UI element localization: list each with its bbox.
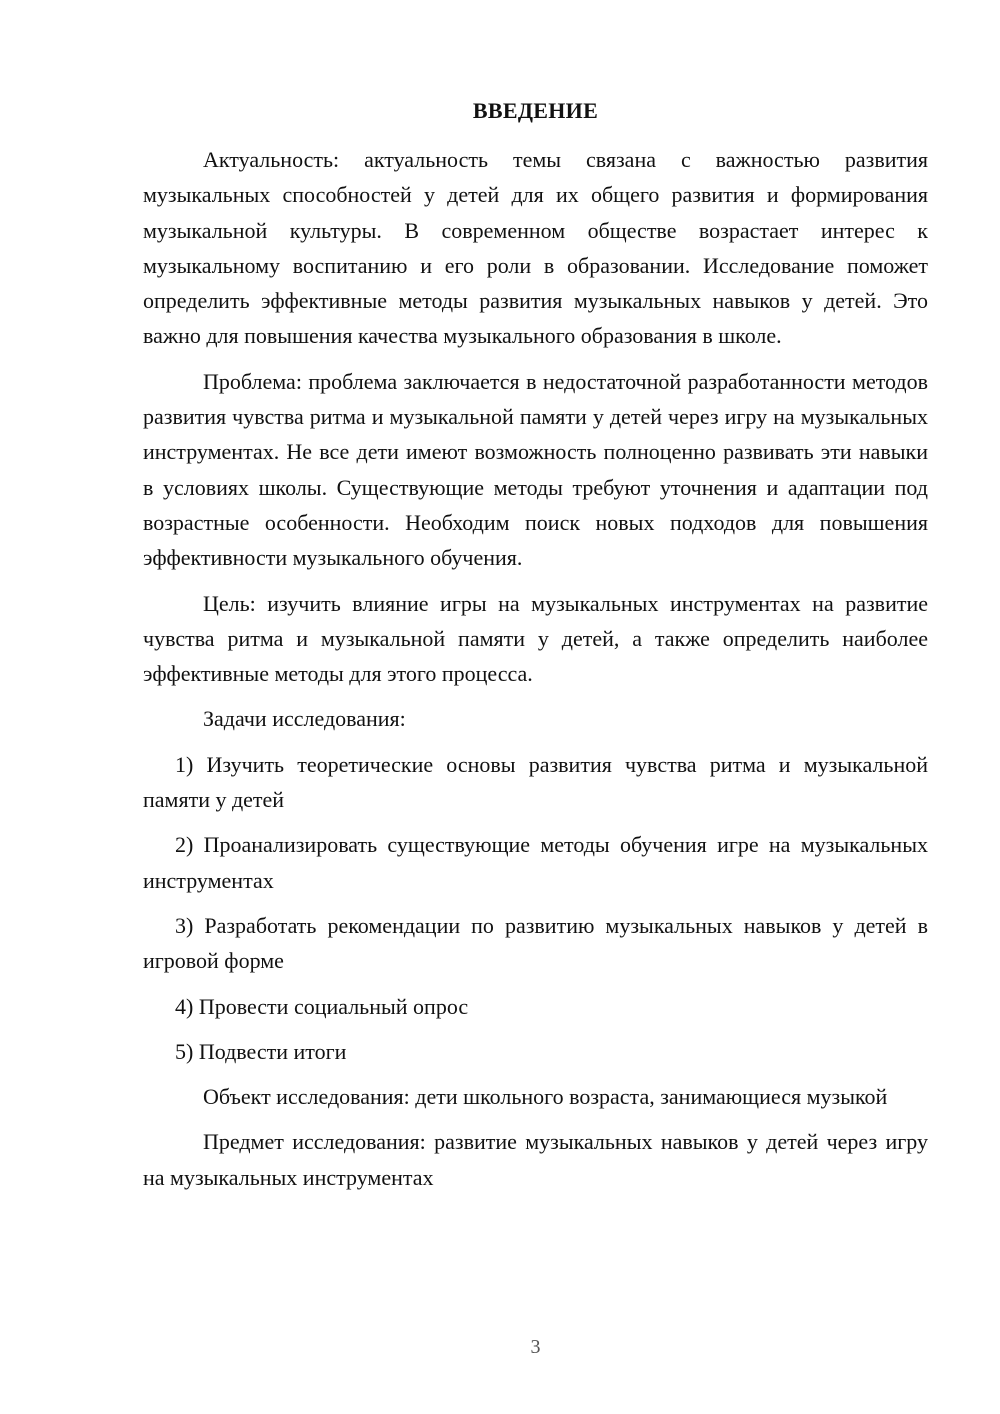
document-page — [143, 0, 928, 1414]
page-number: 3 — [530, 1336, 541, 1358]
research-object-paragraph: Объект исследования: дети школьного возраста, занимающиеся музыкой — [203, 1084, 888, 1110]
section-heading: ВВЕДЕНИЕ — [472, 98, 599, 123]
problem-paragraph: Проблема: проблема заключается в недостаточной разработанности методов развития чувства ритма и музыкальной памяти у детей через игру на музыкальных инструментах. Не все дети имеют возможность полноценно развивать эти навыки в условиях школы. Существующие методы требуют уточнения и адаптации под возрастные особенности. Необходим поиск новых подходов для повышения эффективности музыкального обучения. — [143, 368, 928, 571]
tasks-heading: Задачи исследования: — [203, 706, 406, 732]
task-item-3: 3) Разработать рекомендации по развитию музыкальных навыков у детей в игровой форме — [143, 912, 928, 974]
task-item-2: 2) Проанализировать существующие методы обучения игре на музыкальных инструментах — [143, 832, 928, 893]
task-item-5: 5) Подвести итоги — [175, 1038, 347, 1064]
task-item-4: 4) Провести социальный опрос — [175, 993, 469, 1019]
goal-paragraph: Цель: изучить влияние игры на музыкальных инструментах на развитие чувства ритма и музыкальной памяти у детей, а также определить наиболее эффективные методы для этого процесса. — [143, 590, 928, 687]
relevance-paragraph: Актуальность: актуальность темы связана с важностью развития музыкальных способностей у детей для их общего развития и формирования музыкальной культуры. В современном обществе возрастает интерес к музыкальному воспитанию и его роли в образовании. Исследование поможет определить эффективные методы развития музыкальных навыков у детей. Это важно для повышения качества музыкального образования в школе. — [143, 147, 928, 349]
document-body — [143, 142, 928, 1195]
research-subject-paragraph: Предмет исследования: развитие музыкальных навыков у детей через игру на музыкальных инструментах — [143, 1129, 928, 1190]
task-item-1: 1) Изучить теоретические основы развития чувства ритма и музыкальной памяти у детей — [143, 751, 928, 813]
